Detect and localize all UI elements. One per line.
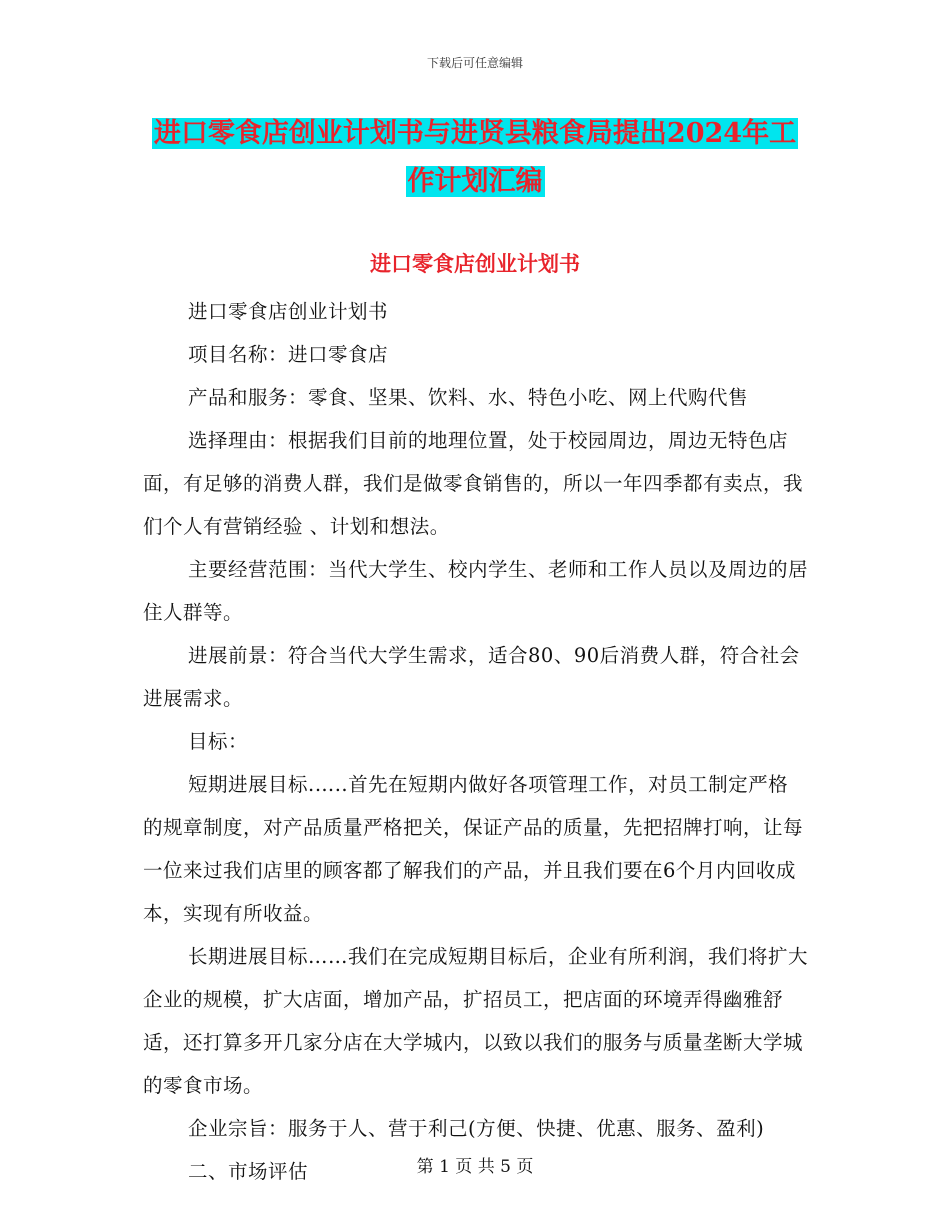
paragraph: 进口零食店创业计划书	[188, 300, 389, 323]
title-line-1: 进口零食店创业计划书与进贤县粮食局提出2024年工	[153, 118, 797, 149]
title-line-2: 作计划汇编	[407, 166, 543, 197]
document-title	[0, 110, 950, 206]
paragraph: 选择理由：根据我们目前的地理位置，处于校园周边，周边无特色店面，有足够的消费人群，我们是做零食销售的，所以一年四季都有卖点，我们个人有营销经验 、计划和想法。	[143, 429, 804, 538]
paragraph: 长期进展目标……我们在完成短期目标后，企业有所利润，我们将扩大企业的规模，扩大店面，增加产品，扩招员工，把店面的环境弄得幽雅舒适，还打算多开几家分店在大学城内，以致以我们的服务与质量垄断大学城的零食市场。	[143, 945, 809, 1097]
paragraph: 进展前景：符合当代大学生需求，适合80、90后消费人群，符合社会进展需求。	[143, 644, 800, 710]
document-body	[143, 290, 808, 1193]
paragraph: 短期进展目标.…..首先在短期内做好各项管理工作，对员工制定严格的规章制度，对产品质量严格把关，保证产品的质量，先把招牌打响，让每一位来过我们店里的顾客都了解我们的产品，并且我们要在6个月内回收成本，实现有所收益。	[143, 773, 804, 925]
page-number-footer: 第 1 页 共 5 页	[416, 1157, 534, 1177]
paragraph: 项目名称：进口零食店	[188, 343, 389, 366]
paragraph: 目标：	[188, 730, 249, 753]
paragraph: 主要经营范围：当代大学生、校内学生、老师和工作人员以及周边的居住人群等。	[143, 558, 809, 624]
section-title: 进口零食店创业计划书	[370, 251, 580, 276]
paragraph: 企业宗旨：服务于人、营于利己(方便、快捷、优惠、服务、盈利)	[188, 1117, 765, 1140]
paragraph: 二、市场评估	[188, 1160, 309, 1183]
paragraph: 产品和服务：零食、坚果、饮料、水、特色小吃、网上代购代售	[188, 386, 749, 409]
download-note: 下载后可任意编辑	[426, 56, 523, 70]
